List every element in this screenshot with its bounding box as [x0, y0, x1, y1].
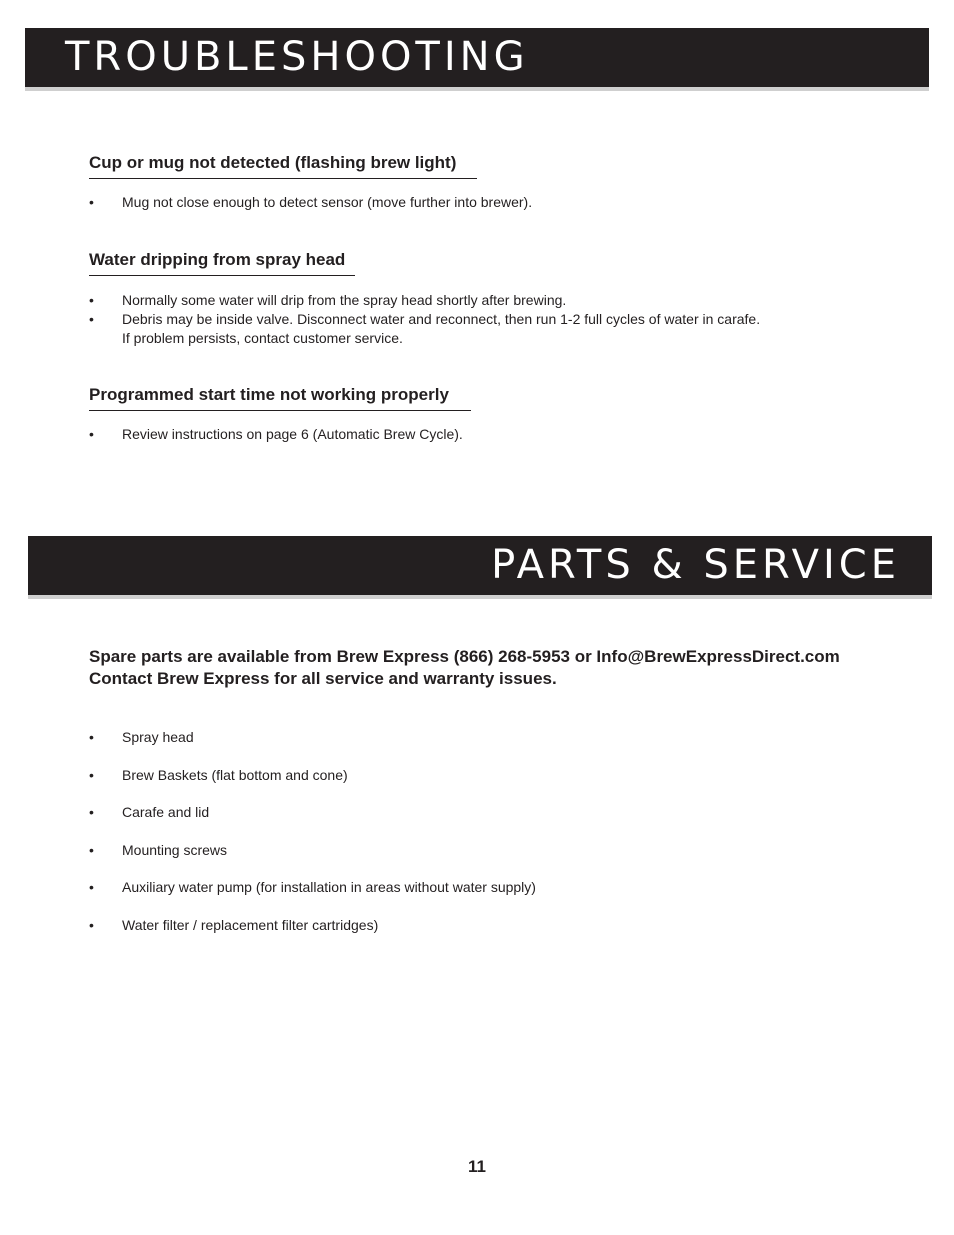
list-item [89, 916, 929, 935]
parts-intro-line: Spare parts are available from Brew Express (866) 268-5953 or Info@BrewExpressDirect.com [89, 647, 840, 666]
banner-shadow [28, 595, 932, 599]
list-item [89, 766, 929, 785]
issue-start-time-list [89, 425, 929, 444]
list-item-text: Water filter / replacement filter cartridges) [122, 916, 379, 933]
bullet-icon: • [89, 804, 94, 820]
bullet-icon: • [89, 292, 94, 308]
list-item [89, 193, 929, 212]
list-item-text: Debris may be inside valve. Disconnect water and reconnect, then run 1-2 full cycles of water in carafe. [122, 311, 761, 327]
list-item [89, 291, 929, 310]
page-number: 11 [468, 1157, 486, 1176]
list-item-text: Spray head [122, 729, 194, 745]
parts-service-banner [28, 536, 932, 595]
bullet-icon: • [89, 729, 94, 745]
list-item-continuation [89, 329, 929, 348]
list-item-text: Normally some water will drip from the spray head shortly after brewing. [122, 292, 567, 308]
issue-start-time [89, 384, 471, 411]
list-item-text: Mug not close enough to detect sensor (move further into brewer). [122, 194, 533, 210]
list-item-text: Brew Baskets (flat bottom and cone) [122, 766, 348, 783]
list-item [89, 841, 929, 860]
issue-cup-not-detected [89, 152, 477, 179]
issue-water-dripping-list [89, 291, 929, 348]
list-item [89, 728, 929, 747]
bullet-icon: • [89, 194, 94, 210]
bullet-icon: • [89, 311, 94, 327]
bullet-icon: • [89, 916, 94, 933]
issue-underline [89, 275, 355, 276]
troubleshooting-heading: TROUBLESHOOTING [65, 34, 529, 80]
list-item-text: Mounting screws [122, 841, 228, 858]
issue-underline [89, 410, 471, 411]
list-item [89, 878, 929, 897]
parts-service-heading: PARTS & SERVICE [491, 542, 900, 588]
parts-list [89, 728, 929, 953]
bullet-icon: • [89, 879, 94, 895]
bullet-icon: • [89, 766, 94, 783]
list-item [89, 803, 929, 822]
banner-shadow [25, 87, 929, 91]
bullet-icon: • [89, 841, 94, 858]
issue-title: Cup or mug not detected (flashing brew light) [89, 153, 457, 172]
issue-title: Programmed start time not working properly [89, 385, 449, 404]
list-item-text: Review instructions on page 6 (Automatic Brew Cycle). [122, 426, 463, 442]
bullet-icon: • [89, 426, 94, 442]
issue-water-dripping [89, 249, 355, 276]
list-item [89, 425, 929, 444]
issue-title: Water dripping from spray head [89, 250, 346, 269]
list-item-text: If problem persists, contact customer service. [122, 330, 403, 346]
parts-intro [89, 646, 919, 690]
troubleshooting-banner [25, 28, 929, 87]
issue-cup-not-detected-list [89, 193, 929, 212]
list-item-text: Auxiliary water pump (for installation in areas without water supply) [122, 879, 536, 895]
list-item [89, 310, 929, 329]
list-item-text: Carafe and lid [122, 804, 210, 820]
parts-intro-line: Contact Brew Express for all service and warranty issues. [89, 669, 557, 688]
issue-underline [89, 178, 477, 179]
